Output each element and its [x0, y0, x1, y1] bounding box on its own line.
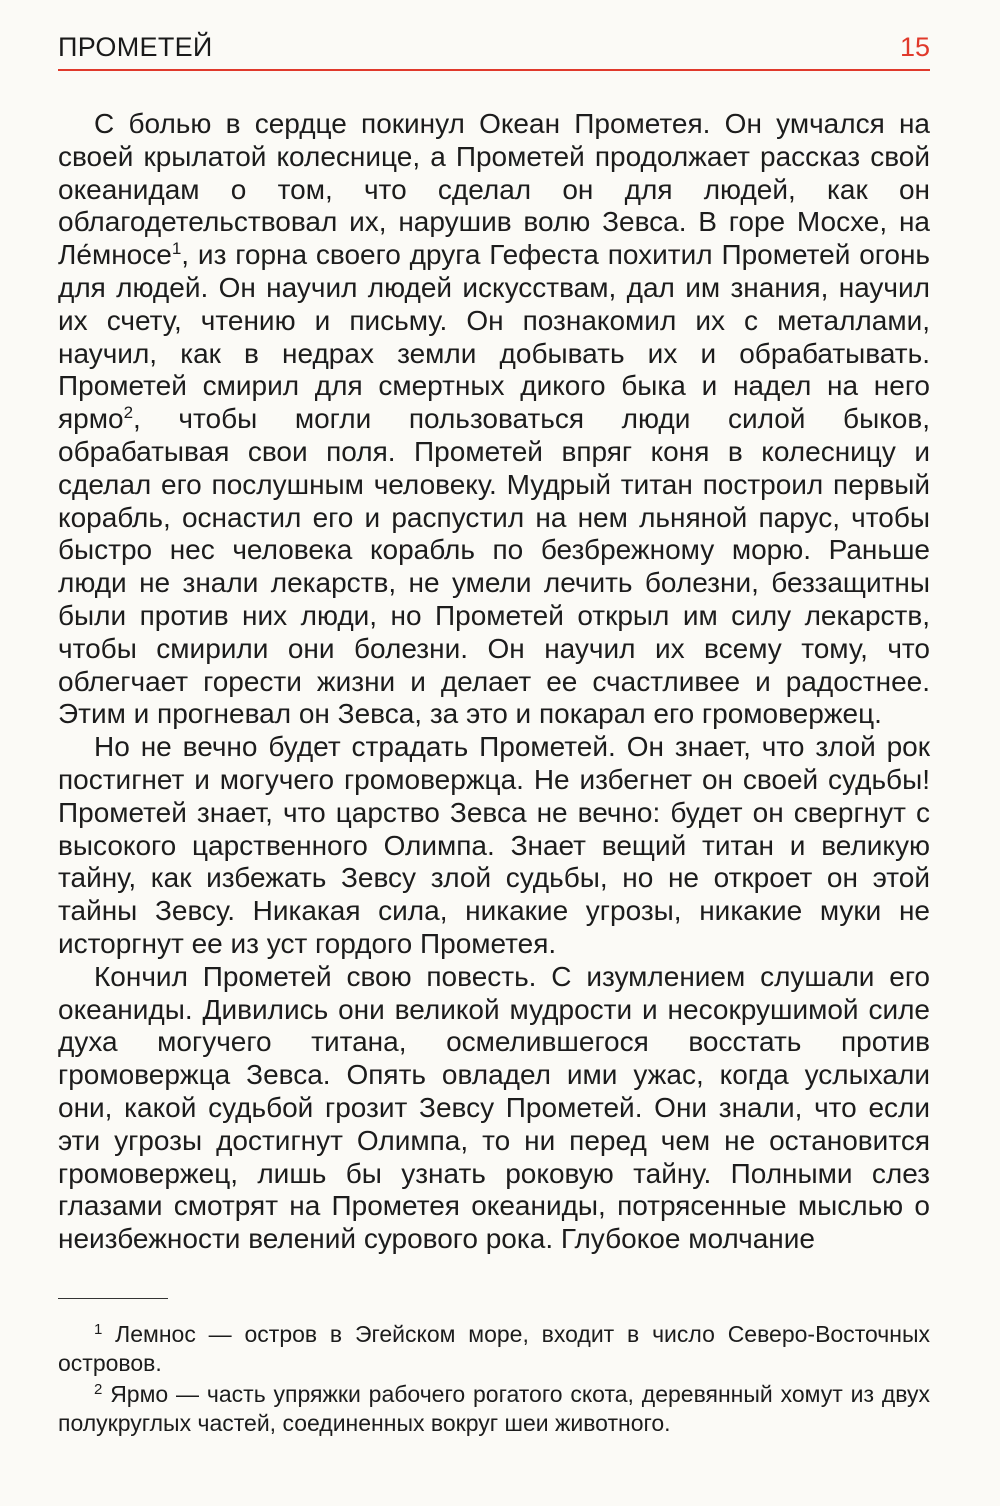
main-text: [58, 108, 930, 1256]
paragraph-1-part-a: С болью в сердце покинул Океан Прометея. Он умчался на своей крылатой колеснице, а Прометей продолжает рассказ свой океанидам о том, что сделал он для людей, как он облагодетельствовал их, нарушив волю Зевса. В горе Мосхе, на Ле́мносе: [58, 108, 930, 271]
footnote-ref-1: 1: [171, 239, 182, 259]
running-title: ПРОМЕТЕЙ: [58, 32, 213, 62]
paragraph-1-part-c: , чтобы могли пользоваться люди силой быков, обрабатывая свои поля. Прометей впряг коня в колесницу и сделал его послушным человеку. Мудрый титан построил первый корабль, оснастил его и распустил на нем льняной парус, чтобы быстро нес человека корабль по безбрежному морю. Раньше люди не знали лекарств, не умели лечить болезни, беззащитны были против них люди, но Прометей открыл им силу лекарств, чтобы смирили они болезни. Он научил их всему тому, что облегчает горести жизни и делает ее счастливее и радостнее. Этим и прогневал он Зевса, за это и покарал его громовержец.: [58, 403, 930, 730]
paragraph-3: Кончил Прометей свою повесть. С изумлением слушали его океаниды. Дивились они великой мудрости и несокрушимой силе духа могучего титана, осмелившегося восстать против громовержца Зевса. Опять овладел ими ужас, когда услыхали они, какой судьбой грозит Зевсу Прометей. Они знали, что если эти угрозы достигнут Олимпа, то ни перед чем не остановится громовержец, лишь бы узнать роковую тайну. Полными слез глазами смотрят на Прометея океаниды, потрясенные мыслью о неизбежности велений сурового рока. Глубокое молчание: [58, 960, 930, 1255]
footnote-rule: [58, 1298, 168, 1299]
footnote-2: [58, 1380, 930, 1437]
footnote-2-text: Ярмо — часть упряжки рабочего рогатого скота, деревянный хомут из двух полукруглых частей, соединенных вокруг шеи животного.: [58, 1381, 930, 1436]
footnote-1-mark: 1: [94, 1321, 103, 1338]
page-number: 15: [899, 32, 930, 62]
header-rule: [58, 69, 930, 71]
paragraph-1-part-b: , из горна своего друга Гефеста похитил Прометей огонь для людей. Он научил людей искусствам, дал им знания, научил их счету, чтению и письму. Он познакомил их с металлами, научил, как в недрах земли добывать их и обрабатывать. Прометей смирил для смертных дикого быка и надел на него ярмо: [58, 239, 930, 435]
paragraph-1: [58, 108, 930, 731]
footnote-ref-2: 2: [123, 403, 134, 423]
paragraph-2: Но не вечно будет страдать Прометей. Он знает, что злой рок постигнет и могучего громовержца. Не избегнет он своей судьбы! Прометей знает, что царство Зевса не вечно: будет он свергнут с высокого царственного Олимпа. Знает вещий титан и великую тайну, как избежать Зевсу злой судьбы, но не откроет он этой тайны Зевсу. Никакая сила, никакие угрозы, никакие муки не исторгнут ее из уст гордого Прометея.: [58, 731, 930, 959]
footnote-1: [58, 1320, 930, 1377]
footnote-2-mark: 2: [94, 1381, 103, 1398]
footnote-1-text: Лемнос — остров в Эгейском море, входит в число Северо-Восточных островов.: [58, 1321, 930, 1376]
page-header: [58, 32, 930, 72]
footnotes: [58, 1320, 930, 1440]
